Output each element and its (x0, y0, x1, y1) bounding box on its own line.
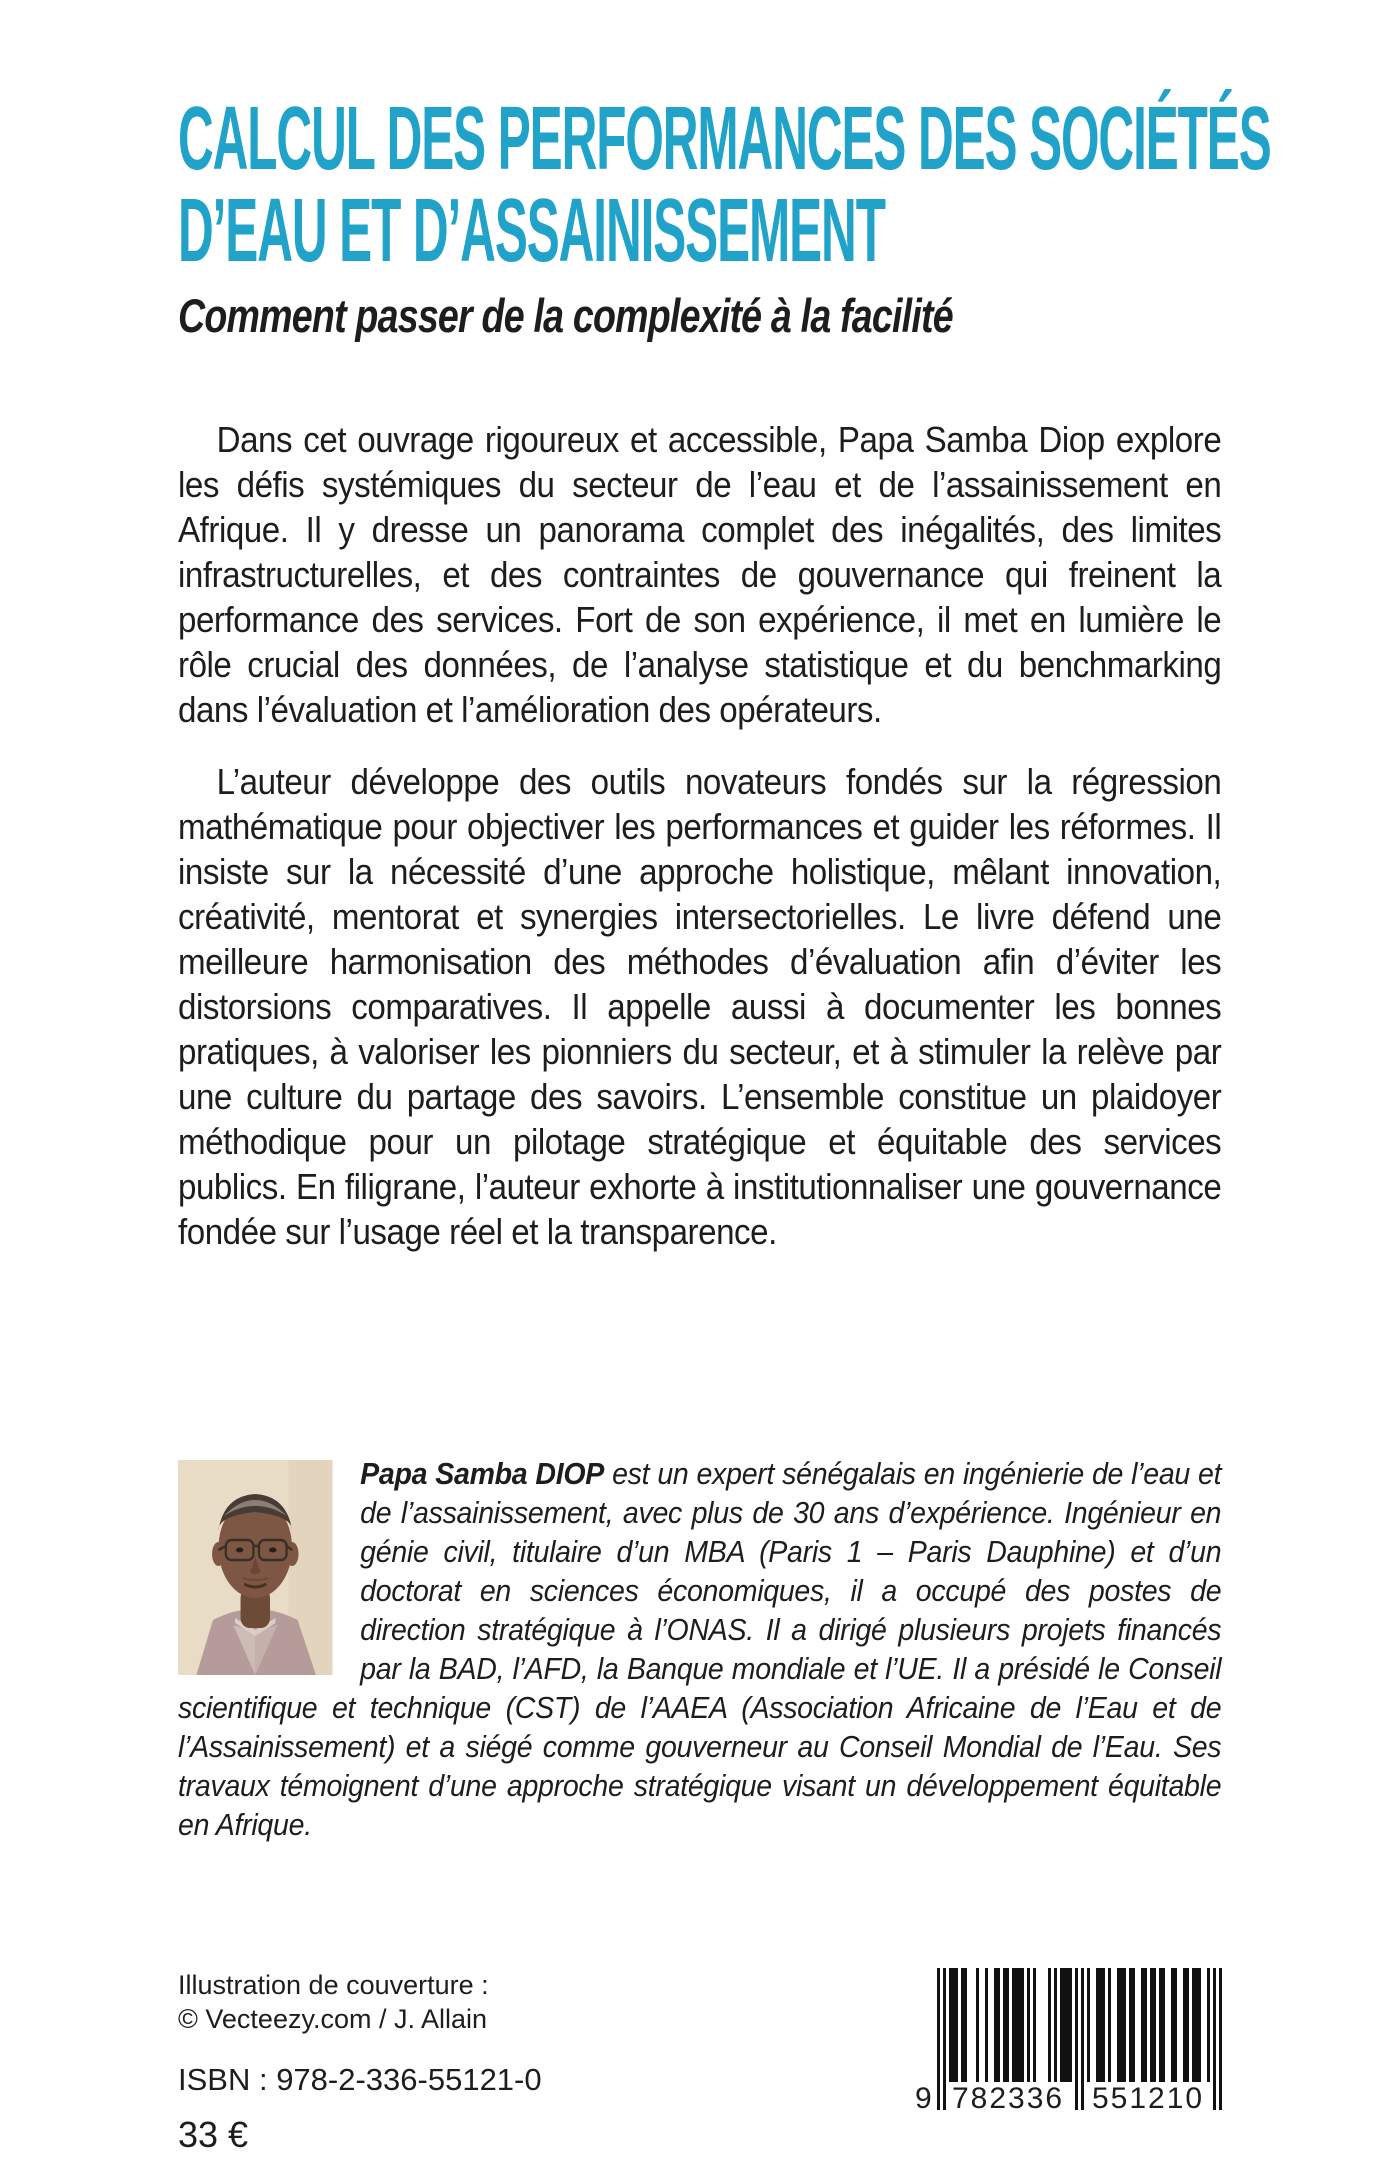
price-text: 33 € (178, 2114, 249, 2155)
book-title-line1-wrap (178, 89, 1271, 189)
ean13-barcode (917, 1968, 1222, 2120)
author-photo (178, 1460, 333, 1675)
synopsis-paragraph-2: L’auteur développe des outils novateurs fondés sur la régression mathématique pour objectiver les performances et guider les réformes. Il insiste sur la nécessité d’une approche holistique, mêlant innovation, créativité, mentorat et synergies intersectorielles. Le livre défend une meilleure harmonisation des méthodes d’évaluation afin d’éviter les distorsions comparatives. Il appelle aussi à documenter les bonnes pratiques, à valoriser les pionniers du secteur, et à stimuler la relève par une culture du partage des savoirs. L’ensemble constitue un plaidoyer méthodique pour un pilotage stratégique et équitable des services publics. En filigrane, l’auteur exhorte à institutionnaliser une gouvernance fondée sur l’usage réel et la transparence. (178, 761, 1222, 1252)
author-bio-text: est un expert sénégalais en ingénierie de l’eau et de l’assainissement, avec plus de 30 ans d’expérience. Ingénieur en génie civil, titulaire d’un MBA (Paris 1 – Paris Dauphine) et d’un doctorat en sciences économiques, il a occupé des postes de direction stratégique à l’ONAS. Il a dirigé plusieurs projets financés par la BAD, l’AFD, la Banque mondiale et l’UE. Il a présidé le Conseil scientifique et technique (CST) de l’AAEA (Association Africaine de l’Eau et de l’Assainissement) et a siégé comme gouverneur au Conseil Mondial de l’Eau. Ses travaux témoignent d’une approche stratégique visant un développement équitable en Afrique. (178, 1456, 1222, 1842)
synopsis (178, 417, 1221, 1254)
book-title-line2: D’EAU ET D’ASSAINISSEMENT (178, 181, 885, 281)
credit-line1: Illustration de couverture : (178, 1970, 489, 2000)
barcode-digit-first: 9 (915, 2082, 934, 2115)
author-bio (178, 1454, 1221, 1844)
isbn-text: ISBN : 978-2-336-55121-0 (178, 2062, 542, 2097)
book-title-line1: CALCUL DES PERFORMANCES DES SOCIÉTÉS (178, 89, 1271, 189)
book-subtitle: Comment passer de la complexité à la facilité (178, 289, 953, 342)
book-subtitle-wrap (178, 287, 1222, 345)
book-title-line2-wrap (178, 181, 1222, 281)
footer (178, 1968, 1222, 2168)
synopsis-paragraph-1: Dans cet ouvrage rigoureux et accessible, Papa Samba Diop explore les défis systémiques du secteur de l’eau et de l’assainissement en Afrique. Il y dresse un panorama complet des inégalités, des limites infrastructurelles, et des contraintes de gouvernance qui freinent la performance des services. Fort de son expérience, il met en lumière le rôle crucial des données, de l’analyse statistique et du benchmarking dans l’évaluation et l’amélioration des opérateurs. (178, 419, 1222, 730)
barcode-digit-group1: 782336 (949, 2082, 1067, 2116)
barcode-digits (917, 2082, 1222, 2118)
author-name: Papa Samba DIOP (360, 1456, 605, 1491)
credit-line2: © Vecteezy.com / J. Allain (178, 2004, 488, 2034)
barcode-digit-group2: 551210 (1089, 2082, 1207, 2116)
